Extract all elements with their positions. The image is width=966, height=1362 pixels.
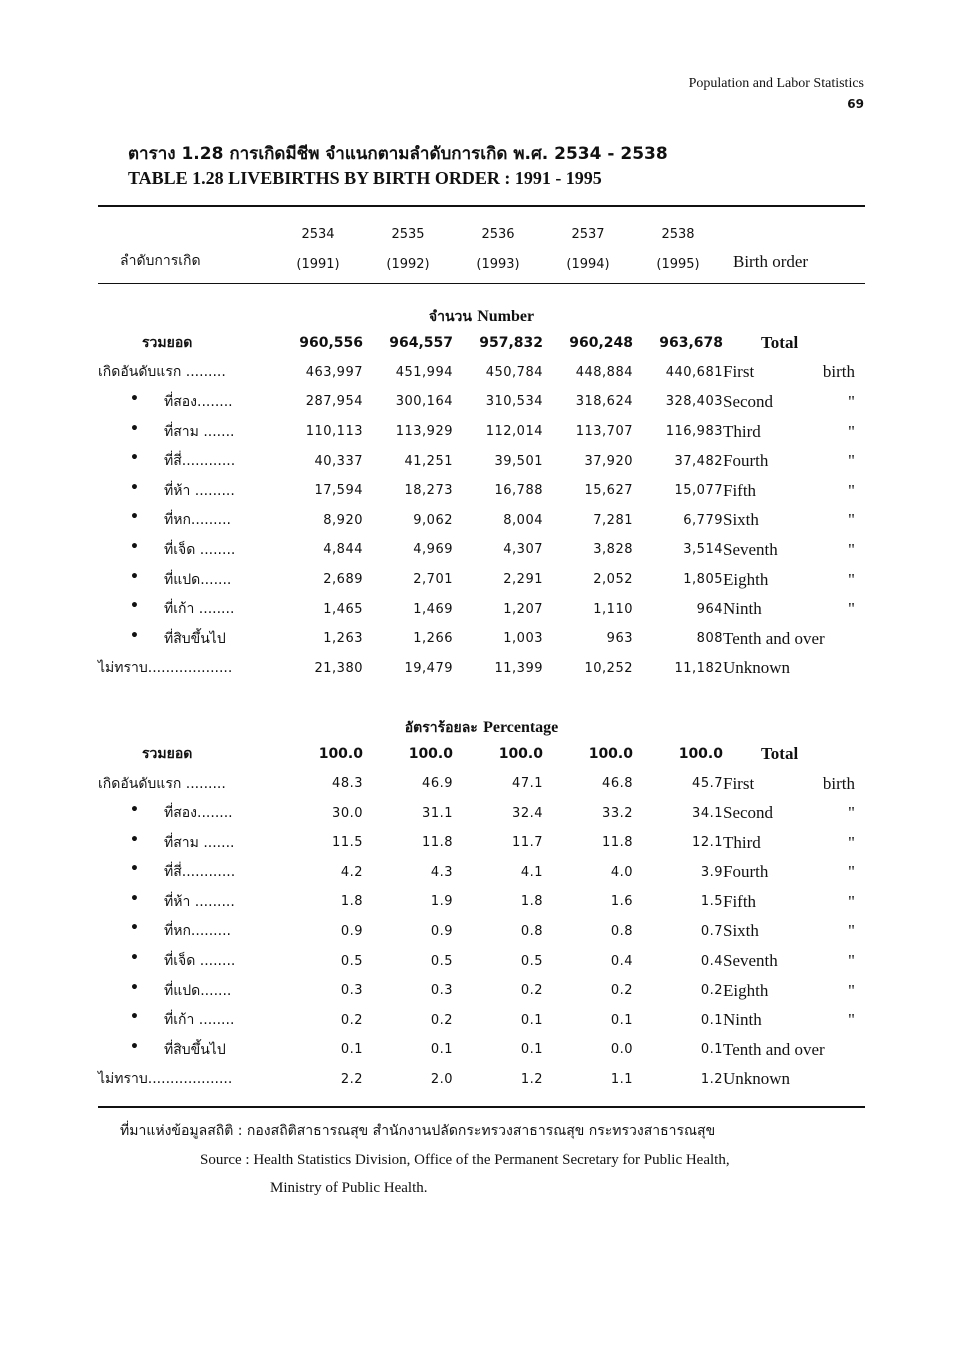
cell-value: 4.1 xyxy=(520,864,543,880)
ditto-mark: • xyxy=(130,979,139,996)
row-label-english: Fourth xyxy=(723,862,769,882)
cell-value: 11.7 xyxy=(512,835,543,851)
cell-value: 10,252 xyxy=(584,660,633,676)
row-label-thai: ไม่ทราบ................... xyxy=(98,660,233,677)
row-label-thai: ที่ห้า ......... xyxy=(164,482,235,499)
row-label-english-suffix: " xyxy=(848,451,855,471)
year-ce: (1992) xyxy=(386,257,430,272)
cell-value: 0.1 xyxy=(520,1042,543,1058)
cell-value: 1.2 xyxy=(520,1071,543,1087)
source-english-line1: Source : Health Statistics Division, Office of the Permanent Secretary for Public Health, xyxy=(200,1152,730,1168)
row-label-thai: รวมยอด xyxy=(142,334,193,351)
cell-value: 4,307 xyxy=(503,542,543,558)
row-label-thai: ที่หก......... xyxy=(164,512,231,529)
row-label-english-suffix: " xyxy=(848,421,855,441)
table-row xyxy=(98,887,865,917)
row-label-thai: ที่สี่............ xyxy=(164,453,236,470)
row-label-english-suffix: " xyxy=(848,921,855,941)
row-label-english: Second xyxy=(723,803,774,823)
cell-value: 32.4 xyxy=(512,805,543,821)
row-label-english: Third xyxy=(723,421,761,441)
cell-value: 450,784 xyxy=(485,364,543,380)
table-row xyxy=(98,328,865,358)
table-row xyxy=(98,1005,865,1035)
cell-value: 310,534 xyxy=(485,394,543,410)
row-label-english: Fourth xyxy=(723,451,769,471)
cell-value: 318,624 xyxy=(575,394,633,410)
cell-value: 957,832 xyxy=(479,334,543,351)
cell-value: 9,062 xyxy=(413,512,453,528)
row-label-english: Ninth xyxy=(723,1010,762,1030)
cell-value: 1.8 xyxy=(340,894,363,910)
cell-value: 1,207 xyxy=(503,601,543,617)
table-row xyxy=(98,1035,865,1065)
row-label-english-suffix: " xyxy=(848,391,855,411)
row-label-english-suffix: " xyxy=(848,569,855,589)
column-header-years-ce xyxy=(98,242,865,272)
source-english-line2: Ministry of Public Health. xyxy=(270,1180,428,1196)
cell-value: 21,380 xyxy=(314,660,363,676)
cell-value: 1.6 xyxy=(610,894,633,910)
cell-value: 112,014 xyxy=(485,424,543,440)
cell-value: 0.4 xyxy=(610,953,633,969)
cell-value: 4.3 xyxy=(430,864,453,880)
row-label-english-suffix: " xyxy=(848,832,855,852)
cell-value: 0.2 xyxy=(610,983,633,999)
births-table xyxy=(98,212,865,1094)
row-label-english: Sixth xyxy=(723,921,759,941)
cell-value: 116,983 xyxy=(665,424,723,440)
cell-value: 47.1 xyxy=(512,776,543,792)
table-body xyxy=(98,272,865,1094)
table-row xyxy=(98,594,865,624)
cell-value: 960,556 xyxy=(299,334,363,351)
cell-value: 39,501 xyxy=(494,453,543,469)
row-label-english-suffix: " xyxy=(848,1010,855,1030)
year-be: 2535 xyxy=(391,227,425,242)
cell-value: 1.5 xyxy=(700,894,723,910)
cell-value: 1,469 xyxy=(413,601,453,617)
cell-value: 1.9 xyxy=(430,894,453,910)
cell-value: 287,954 xyxy=(305,394,363,410)
ditto-mark: • xyxy=(130,627,139,644)
cell-value: 0.7 xyxy=(700,923,723,939)
cell-value: 33.2 xyxy=(602,805,633,821)
table-title-english: TABLE 1.28 LIVEBIRTHS BY BIRTH ORDER : 1991 - 1995 xyxy=(128,168,602,188)
table-row xyxy=(98,446,865,476)
table-row xyxy=(98,798,865,828)
section-heading xyxy=(98,683,865,739)
cell-value: 1,110 xyxy=(593,601,633,617)
row-label-english-suffix: " xyxy=(848,480,855,500)
running-header xyxy=(689,74,864,114)
row-label-english: Fifth xyxy=(723,891,757,911)
row-label-thai: รวมยอด xyxy=(142,745,193,762)
table-row xyxy=(98,387,865,417)
cell-value: 328,403 xyxy=(665,394,723,410)
row-label-english: Second xyxy=(723,391,774,411)
cell-value: 964 xyxy=(696,601,723,617)
ditto-mark: • xyxy=(130,538,139,555)
cell-value: 41,251 xyxy=(404,453,453,469)
cell-value: 0.5 xyxy=(340,953,363,969)
cell-value: 11,399 xyxy=(494,660,543,676)
cell-value: 0.2 xyxy=(700,983,723,999)
cell-value: 4,969 xyxy=(413,542,453,558)
cell-value: 113,707 xyxy=(575,424,633,440)
row-label-thai: ที่ห้า ......... xyxy=(164,893,235,910)
cell-value: 963,678 xyxy=(659,334,723,351)
row-label-thai: ที่เก้า ........ xyxy=(164,1012,235,1029)
cell-value: 113,929 xyxy=(395,424,453,440)
cell-value: 2,291 xyxy=(503,572,543,588)
row-label-thai: เกิดอันดับแรก ......... xyxy=(98,364,226,381)
cell-value: 4.0 xyxy=(610,864,633,880)
row-label-english: Total xyxy=(761,743,799,763)
ditto-mark: • xyxy=(130,450,139,467)
year-be: 2537 xyxy=(571,227,605,242)
cell-value: 2,052 xyxy=(593,572,633,588)
cell-value: 0.1 xyxy=(340,1042,363,1058)
cell-value: 1,805 xyxy=(683,572,723,588)
table-row xyxy=(98,476,865,506)
cell-value: 1.8 xyxy=(520,894,543,910)
table-row xyxy=(98,506,865,536)
table-row xyxy=(98,858,865,888)
cell-value: 963 xyxy=(606,631,633,647)
cell-value: 1,263 xyxy=(323,631,363,647)
row-label-english: Tenth and over xyxy=(723,1039,825,1059)
row-label-english-suffix: " xyxy=(848,980,855,1000)
cell-value: 100.0 xyxy=(318,745,363,762)
cell-value: 46.9 xyxy=(422,776,453,792)
ditto-mark: • xyxy=(130,568,139,585)
row-label-thai: ที่หก......... xyxy=(164,923,231,940)
row-label-english-suffix: birth xyxy=(822,773,855,793)
cell-value: 8,004 xyxy=(503,512,543,528)
cell-value: 463,997 xyxy=(305,364,363,380)
cell-value: 960,248 xyxy=(569,334,633,351)
cell-value: 0.1 xyxy=(700,1042,723,1058)
cell-value: 34.1 xyxy=(692,805,723,821)
cell-value: 1,266 xyxy=(413,631,453,647)
cell-value: 0.9 xyxy=(340,923,363,939)
section-heading xyxy=(98,272,865,328)
cell-value: 0.1 xyxy=(610,1012,633,1028)
year-ce: (1991) xyxy=(296,257,340,272)
cell-value: 1,465 xyxy=(323,601,363,617)
column-header-years-be xyxy=(98,212,865,242)
top-rule xyxy=(98,205,865,207)
table-row xyxy=(98,358,865,388)
ditto-mark: • xyxy=(130,509,139,526)
cell-value: 17,594 xyxy=(314,483,363,499)
cell-value: 440,681 xyxy=(665,364,723,380)
cell-value: 48.3 xyxy=(332,776,363,792)
row-label-thai: ที่สิบขึ้นไป xyxy=(164,1041,226,1058)
row-label-thai: ที่เจ็ด ........ xyxy=(164,541,236,558)
row-label-english: Third xyxy=(723,832,761,852)
cell-value: 11.8 xyxy=(422,835,453,851)
row-label-thai: ที่แปด....... xyxy=(164,982,232,999)
label-column-thai: ลำดับการเกิด xyxy=(120,253,201,269)
cell-value: 448,884 xyxy=(575,364,633,380)
ditto-mark: • xyxy=(130,802,139,819)
cell-value: 100.0 xyxy=(498,745,543,762)
ditto-mark: • xyxy=(130,390,139,407)
row-label-english: Seventh xyxy=(723,951,778,971)
cell-value: 0.5 xyxy=(520,953,543,969)
row-label-english: Eighth xyxy=(723,980,769,1000)
cell-value: 100.0 xyxy=(588,745,633,762)
cell-value: 2,689 xyxy=(323,572,363,588)
row-label-thai: ที่สาม ....... xyxy=(164,834,235,851)
section-heading-english: Percentage xyxy=(483,719,559,737)
table-row xyxy=(98,565,865,595)
cell-value: 37,482 xyxy=(674,453,723,469)
cell-value: 100.0 xyxy=(408,745,453,762)
ditto-mark: • xyxy=(130,598,139,615)
cell-value: 45.7 xyxy=(692,776,723,792)
cell-value: 3.9 xyxy=(700,864,723,880)
cell-value: 0.9 xyxy=(430,923,453,939)
cell-value: 19,479 xyxy=(404,660,453,676)
table-row xyxy=(98,1065,865,1095)
row-label-thai: ที่สิบขึ้นไป xyxy=(164,630,226,647)
cell-value: 0.2 xyxy=(340,1012,363,1028)
cell-value: 4.2 xyxy=(340,864,363,880)
cell-value: 8,920 xyxy=(323,512,363,528)
cell-value: 0.0 xyxy=(610,1042,633,1058)
ditto-mark: • xyxy=(130,479,139,496)
year-be: 2536 xyxy=(481,227,515,242)
cell-value: 11.8 xyxy=(602,835,633,851)
year-be: 2534 xyxy=(301,227,335,242)
cell-value: 11,182 xyxy=(674,660,723,676)
cell-value: 37,920 xyxy=(584,453,633,469)
row-label-thai: ที่สาม ....... xyxy=(164,423,235,440)
page-number: 69 xyxy=(847,97,864,111)
row-label-english: Fifth xyxy=(723,480,757,500)
row-label-english: First xyxy=(723,362,755,382)
row-label-english-suffix: " xyxy=(848,951,855,971)
row-label-english: Seventh xyxy=(723,539,778,559)
ditto-mark: • xyxy=(130,420,139,437)
table-row xyxy=(98,624,865,654)
table-title-thai: ตาราง 1.28 การเกิดมีชีพ จำแนกตามลำดับการเกิด พ.ศ. 2534 - 2538 xyxy=(128,144,668,164)
label-column-english: Birth order xyxy=(733,252,809,271)
table-row xyxy=(98,739,865,769)
cell-value: 0.1 xyxy=(430,1042,453,1058)
row-label-english-suffix: birth xyxy=(822,362,855,382)
section-heading-english: Number xyxy=(477,308,535,325)
cell-value: 15,077 xyxy=(674,483,723,499)
row-label-thai: ที่สอง........ xyxy=(164,393,233,410)
cell-value: 2.0 xyxy=(430,1071,453,1087)
cell-value: 300,164 xyxy=(395,394,453,410)
cell-value: 7,281 xyxy=(593,512,633,528)
ditto-mark: • xyxy=(130,861,139,878)
year-ce: (1995) xyxy=(656,257,700,272)
table-row xyxy=(98,535,865,565)
cell-value: 100.0 xyxy=(678,745,723,762)
cell-value: 0.8 xyxy=(520,923,543,939)
cell-value: 0.4 xyxy=(700,953,723,969)
cell-value: 0.8 xyxy=(610,923,633,939)
table-row xyxy=(98,769,865,799)
ditto-mark: • xyxy=(130,1038,139,1055)
ditto-mark: • xyxy=(130,831,139,848)
table-row xyxy=(98,946,865,976)
row-label-thai: ที่แปด....... xyxy=(164,571,232,588)
row-label-english-suffix: " xyxy=(848,510,855,530)
ditto-mark: • xyxy=(130,890,139,907)
cell-value: 12.1 xyxy=(692,835,723,851)
cell-value: 964,557 xyxy=(389,334,453,351)
cell-value: 808 xyxy=(696,631,723,647)
table-row xyxy=(98,417,865,447)
cell-value: 0.2 xyxy=(430,1012,453,1028)
row-label-thai: ที่สี่............ xyxy=(164,864,236,881)
cell-value: 1.1 xyxy=(610,1071,633,1087)
cell-value: 3,514 xyxy=(683,542,723,558)
row-label-thai: ที่สอง........ xyxy=(164,805,233,822)
row-label-english-suffix: " xyxy=(848,599,855,619)
row-label-english: Tenth and over xyxy=(723,628,825,648)
ditto-mark: • xyxy=(130,950,139,967)
running-title: Population and Labor Statistics xyxy=(688,76,864,91)
row-label-english-suffix: " xyxy=(848,539,855,559)
cell-value: 0.3 xyxy=(340,983,363,999)
cell-value: 0.3 xyxy=(430,983,453,999)
row-label-thai: ที่เจ็ด ........ xyxy=(164,953,236,970)
cell-value: 0.2 xyxy=(520,983,543,999)
cell-value: 46.8 xyxy=(602,776,633,792)
year-ce: (1993) xyxy=(476,257,520,272)
cell-value: 1,003 xyxy=(503,631,543,647)
cell-value: 0.5 xyxy=(430,953,453,969)
section-heading-thai: จำนวน xyxy=(428,309,472,325)
row-label-english: Unknown xyxy=(723,658,791,678)
row-label-english: Total xyxy=(761,332,799,352)
row-label-english: Unknown xyxy=(723,1069,791,1089)
cell-value: 3,828 xyxy=(593,542,633,558)
cell-value: 16,788 xyxy=(494,483,543,499)
row-label-english: Eighth xyxy=(723,569,769,589)
cell-value: 6,779 xyxy=(683,512,723,528)
table-row xyxy=(98,654,865,684)
ditto-mark: • xyxy=(130,920,139,937)
row-label-english-suffix: " xyxy=(848,891,855,911)
row-label-thai: ที่เก้า ........ xyxy=(164,601,235,618)
row-label-english-suffix: " xyxy=(848,862,855,882)
year-be: 2538 xyxy=(661,227,695,242)
section-heading-thai: อัตราร้อยละ xyxy=(404,720,478,737)
cell-value: 2.2 xyxy=(340,1071,363,1087)
cell-value: 11.5 xyxy=(332,835,363,851)
cell-value: 30.0 xyxy=(332,805,363,821)
cell-value: 18,273 xyxy=(404,483,453,499)
cell-value: 110,113 xyxy=(305,424,363,440)
table-row xyxy=(98,828,865,858)
row-label-english-suffix: " xyxy=(848,803,855,823)
row-label-thai: เกิดอันดับแรก ......... xyxy=(98,775,226,792)
table-row xyxy=(98,976,865,1006)
source-thai: ที่มาแห่งข้อมูลสถิติ : กองสถิติสาธารณสุข สำนักงานปลัดกระทรวงสาธารณสุข กระทรวงสาธารณสุข xyxy=(120,1123,716,1139)
cell-value: 40,337 xyxy=(314,453,363,469)
row-label-english: Ninth xyxy=(723,599,762,619)
cell-value: 2,701 xyxy=(413,572,453,588)
cell-value: 0.1 xyxy=(700,1012,723,1028)
row-label-english: First xyxy=(723,773,755,793)
cell-value: 31.1 xyxy=(422,805,453,821)
cell-value: 4,844 xyxy=(323,542,363,558)
year-ce: (1994) xyxy=(566,257,610,272)
cell-value: 15,627 xyxy=(584,483,633,499)
row-label-thai: ไม่ทราบ................... xyxy=(98,1071,233,1088)
cell-value: 1.2 xyxy=(700,1071,723,1087)
row-label-english: Sixth xyxy=(723,510,759,530)
cell-value: 451,994 xyxy=(395,364,453,380)
table-row xyxy=(98,917,865,947)
ditto-mark: • xyxy=(130,1009,139,1026)
cell-value: 0.1 xyxy=(520,1012,543,1028)
bottom-rule xyxy=(98,1106,865,1108)
